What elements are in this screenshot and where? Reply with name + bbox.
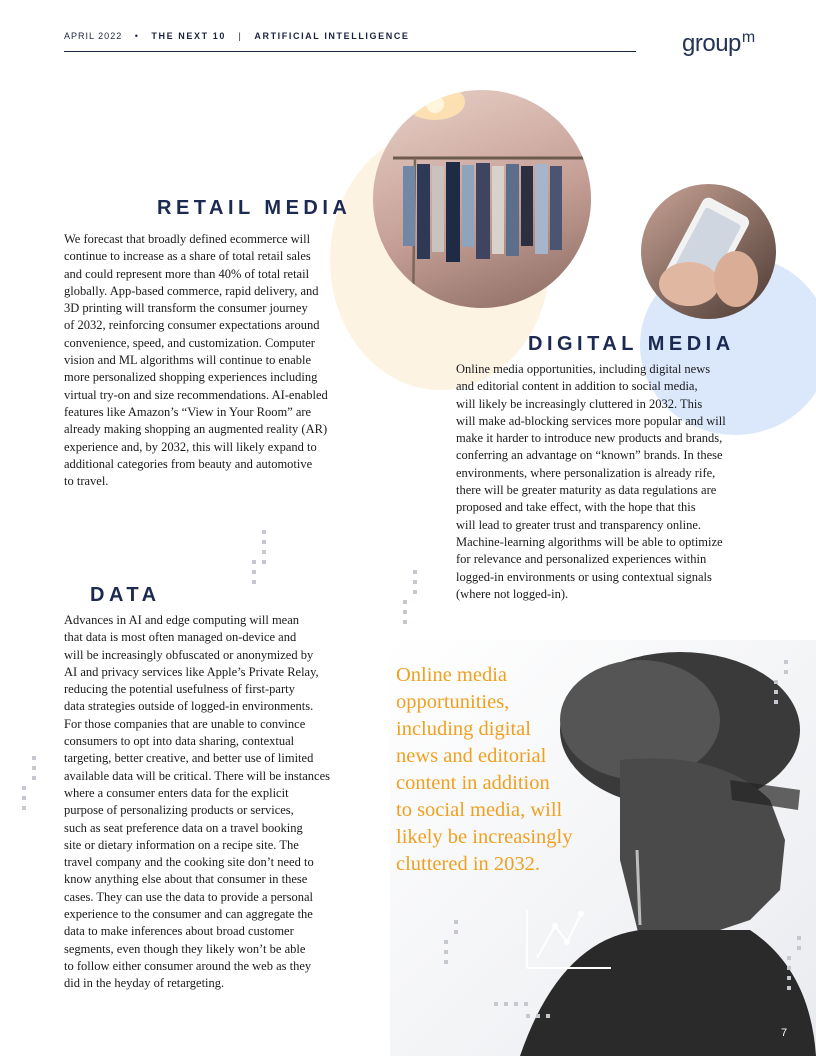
- digital-media-body: [456, 361, 726, 603]
- text-line: experience and, by 2032, this will likely expand to: [64, 439, 317, 454]
- text-line: did in the heyday of retargeting.: [64, 976, 225, 991]
- text-line: will likely be increasingly cluttered in 2032. This: [456, 396, 703, 411]
- text-line: data to make inferences about broad customer: [64, 924, 294, 939]
- page-number: 7: [781, 1027, 788, 1039]
- header-topic: ARTIFICIAL INTELLIGENCE: [254, 31, 410, 41]
- text-line: of 2032, reinforcing consumer expectations around: [64, 318, 320, 333]
- quote-line: likely be increasingly: [396, 826, 573, 848]
- text-line: cases. They can use the data to provide a personal: [64, 889, 313, 904]
- text-line: available data will be critical. There will be instances: [64, 768, 330, 783]
- text-line: such as seat preference data on a travel booking: [64, 820, 303, 835]
- retail-media-body: [64, 231, 328, 490]
- header-bullet: •: [134, 31, 139, 41]
- text-line: (where not logged-in).: [456, 586, 569, 601]
- text-line: additional categories from beauty and automotive: [64, 456, 313, 471]
- text-line: purpose of personalizing products or services,: [64, 803, 294, 818]
- quote-line: news and editorial: [396, 745, 547, 767]
- quote-line: cluttered in 2032.: [396, 853, 541, 875]
- header-series: THE NEXT 10: [151, 31, 227, 41]
- text-line: and editorial content in addition to social media,: [456, 379, 698, 394]
- logo-text: group: [682, 30, 741, 57]
- text-line: continue to increase as a share of total retail sales: [64, 249, 311, 264]
- text-line: and could represent more than 40% of total retail: [64, 266, 310, 281]
- pull-quote: [396, 662, 572, 878]
- text-line: data strategies outside of logged-in environments.: [64, 699, 314, 714]
- logo-superscript: m: [741, 29, 755, 46]
- header-line: [64, 31, 410, 41]
- quote-line: including digital: [396, 718, 531, 740]
- text-line: where a consumer enters data for the explicit: [64, 785, 289, 800]
- quote-line: to social media, will: [396, 799, 563, 821]
- text-line: 3D printing will transform the consumer journey: [64, 301, 308, 316]
- text-line: convenience, speed, and customization. Computer: [64, 335, 315, 350]
- text-line: targeting, better creative, and better use of limited: [64, 751, 314, 766]
- header-divider: |: [238, 31, 242, 41]
- text-line: segments, even though they likely won’t be able: [64, 941, 306, 956]
- groupm-logo: [682, 30, 755, 58]
- text-line: experience to the consumer and can aggregate the: [64, 907, 313, 922]
- text-line: already making shopping an augmented reality (AR): [64, 422, 328, 437]
- text-line: travel company and the cooking site don’t need to: [64, 855, 314, 870]
- text-line: We forecast that broadly defined ecommerce will: [64, 232, 311, 246]
- phone-shopping-photo: [641, 184, 776, 319]
- text-line: site or dietary information on a recipe site. The: [64, 837, 299, 852]
- text-line: for relevance and personalized experiences within: [456, 552, 707, 567]
- line-chart-icon: [523, 908, 615, 972]
- text-line: there will be greater maturity as data regulations are: [456, 483, 717, 498]
- text-line: know anything else about that consumer in these: [64, 872, 308, 887]
- data-body: [64, 612, 330, 993]
- text-line: environments, where personalization is already rife,: [456, 465, 716, 480]
- text-line: conferring an advantage on “known” brands. In these: [456, 448, 723, 463]
- header-rule: [64, 51, 636, 52]
- header-date: APRIL 2022: [64, 31, 123, 41]
- text-line: will make ad-blocking services more popular and will: [456, 413, 726, 428]
- text-line: to follow either consumer around the web as they: [64, 958, 312, 973]
- text-line: logged-in environments or using contextual signals: [456, 569, 712, 584]
- text-line: will be increasingly obfuscated or anonymized by: [64, 647, 314, 662]
- text-line: that data is most often managed on-device and: [64, 630, 297, 645]
- text-line: globally. App-based commerce, rapid delivery, and: [64, 283, 319, 298]
- text-line: proposed and take effect, with the hope that this: [456, 500, 696, 515]
- digital-media-title: DIGITAL MEDIA: [528, 333, 735, 355]
- text-line: virtual try-on and size recommendations. AI-enabled: [64, 387, 328, 402]
- text-line: Online media opportunities, including digital news: [456, 362, 711, 376]
- text-line: Machine-learning algorithms will be able to optimize: [456, 534, 723, 549]
- retail-media-title: RETAIL MEDIA: [157, 197, 352, 219]
- data-title: DATA: [90, 584, 161, 606]
- clothes-rack-photo: [373, 90, 591, 308]
- text-line: make it harder to introduce new products and brands,: [456, 431, 723, 446]
- quote-line: content in addition: [396, 772, 550, 794]
- quote-line: opportunities,: [396, 691, 510, 713]
- text-line: reducing the potential usefulness of first-party: [64, 682, 295, 697]
- text-line: features like Amazon’s “View in Your Room” are: [64, 404, 312, 419]
- text-line: AI and privacy services like Apple’s Private Relay,: [64, 664, 319, 679]
- text-line: more personalized shopping experiences including: [64, 370, 318, 385]
- text-line: vision and ML algorithms will continue to enable: [64, 353, 312, 368]
- text-line: Advances in AI and edge computing will mean: [64, 613, 300, 627]
- text-line: to travel.: [64, 474, 109, 489]
- quote-line: Online media: [396, 664, 508, 686]
- text-line: consumers to opt into data sharing, contextual: [64, 734, 295, 749]
- text-line: will lead to greater trust and transparency online.: [456, 517, 702, 532]
- text-line: For those companies that are unable to convince: [64, 716, 306, 731]
